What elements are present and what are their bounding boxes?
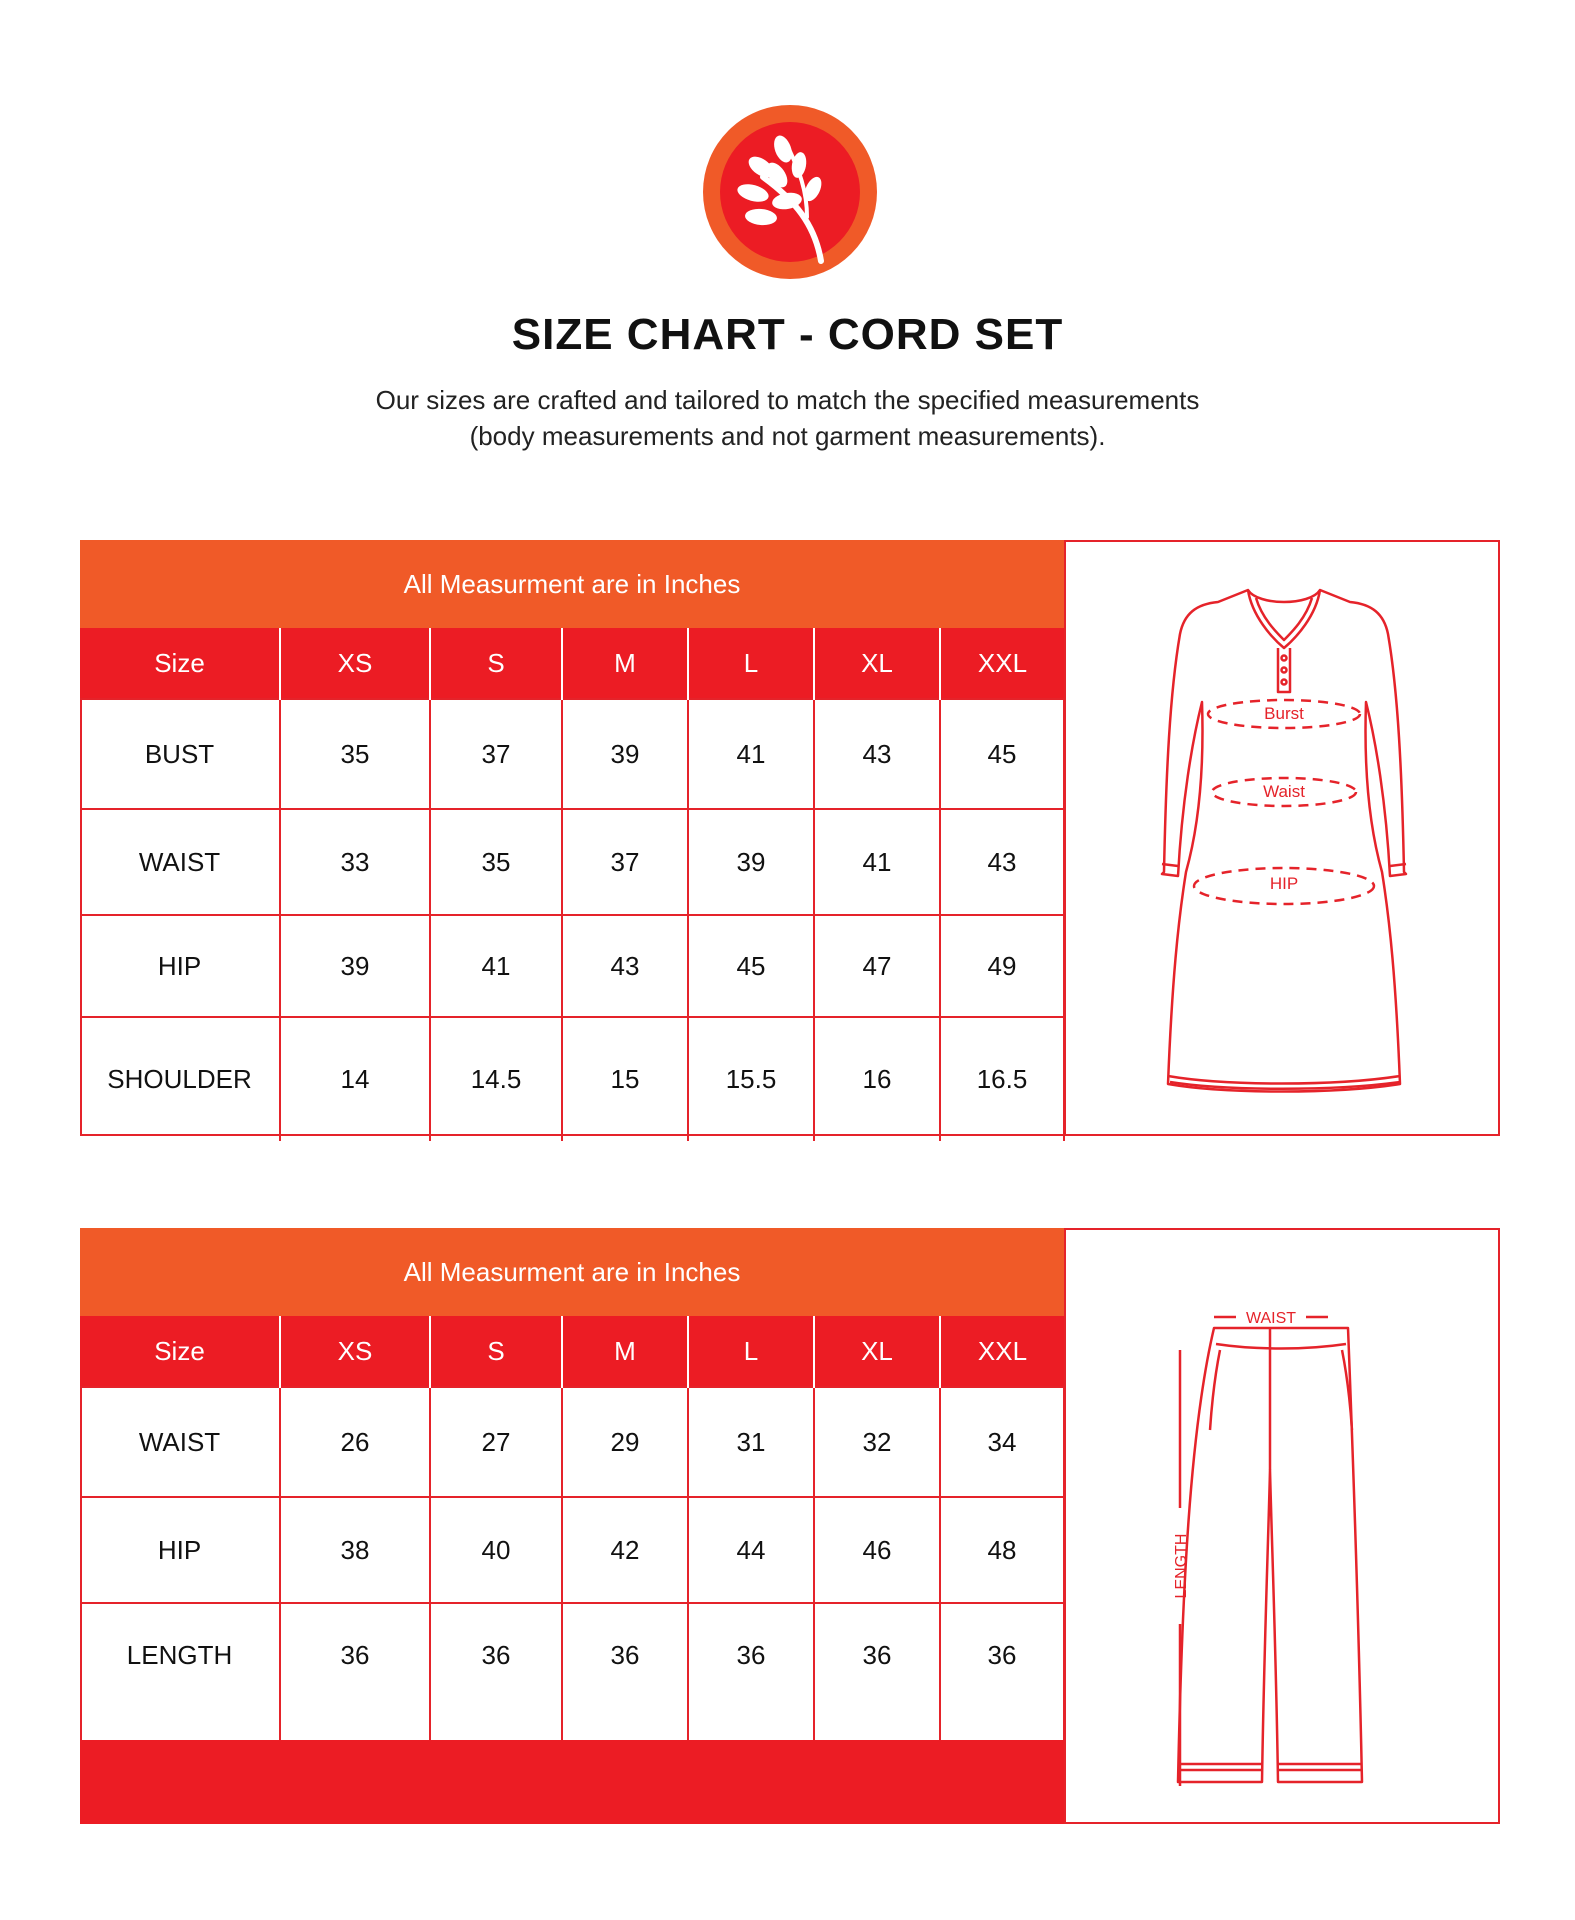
column-header: XS bbox=[280, 628, 430, 699]
table-row bbox=[80, 915, 1064, 1017]
cell-value: 38 bbox=[280, 1497, 430, 1603]
cell-value: 36 bbox=[562, 1603, 688, 1743]
cell-value: 44 bbox=[688, 1497, 814, 1603]
cell-value: 40 bbox=[430, 1497, 562, 1603]
table-row bbox=[80, 1497, 1064, 1603]
cell-value: 39 bbox=[688, 809, 814, 915]
cell-value: 43 bbox=[814, 699, 940, 809]
cell-value: 27 bbox=[430, 1387, 562, 1497]
cell-value: 32 bbox=[814, 1387, 940, 1497]
cell-value: 36 bbox=[280, 1603, 430, 1743]
column-header: L bbox=[688, 628, 814, 699]
table-row bbox=[80, 1017, 1064, 1141]
burst-label: Burst bbox=[1264, 704, 1304, 723]
kurta-illustration bbox=[1066, 542, 1500, 1134]
footer-band bbox=[80, 1740, 1064, 1824]
waist-label: Waist bbox=[1263, 782, 1305, 801]
column-header: S bbox=[430, 628, 562, 699]
cell-value: 36 bbox=[688, 1603, 814, 1743]
cell-value: 36 bbox=[940, 1603, 1064, 1743]
cell-value: 35 bbox=[280, 699, 430, 809]
cell-value: 49 bbox=[940, 915, 1064, 1017]
table-row bbox=[80, 699, 1064, 809]
table-header-row bbox=[80, 1316, 1064, 1387]
table-header-row bbox=[80, 628, 1064, 699]
units-banner: All Measurment are in Inches bbox=[80, 1228, 1064, 1316]
brand-logo-icon bbox=[703, 105, 877, 279]
cell-value: 45 bbox=[688, 915, 814, 1017]
cell-value: 41 bbox=[688, 699, 814, 809]
table-row bbox=[80, 1603, 1064, 1743]
table-row bbox=[80, 809, 1064, 915]
cell-value: 15 bbox=[562, 1017, 688, 1141]
column-header: Size bbox=[80, 628, 280, 699]
page-title: SIZE CHART - CORD SET bbox=[511, 310, 1064, 359]
cell-value: 41 bbox=[814, 809, 940, 915]
subtitle-line-1: Our sizes are crafted and tailored to match the specified measurements bbox=[375, 385, 1200, 415]
cell-value: 36 bbox=[430, 1603, 562, 1743]
cell-value: 31 bbox=[688, 1387, 814, 1497]
cell-value: 16.5 bbox=[940, 1017, 1064, 1141]
column-header: XS bbox=[280, 1316, 430, 1387]
cell-value: 43 bbox=[940, 809, 1064, 915]
column-header: XL bbox=[814, 628, 940, 699]
bottom-size-chart bbox=[80, 1228, 1500, 1824]
cell-value: 43 bbox=[562, 915, 688, 1017]
bottom-size-table bbox=[80, 1316, 1065, 1743]
cell-value: 34 bbox=[940, 1387, 1064, 1497]
page-subtitle bbox=[0, 382, 1575, 454]
column-header: XL bbox=[814, 1316, 940, 1387]
cell-value: 29 bbox=[562, 1387, 688, 1497]
table-row bbox=[80, 1387, 1064, 1497]
cell-value: 41 bbox=[430, 915, 562, 1017]
row-label: LENGTH bbox=[80, 1603, 280, 1743]
row-label: WAIST bbox=[80, 809, 280, 915]
top-size-table bbox=[80, 628, 1065, 1141]
row-label: BUST bbox=[80, 699, 280, 809]
cell-value: 14 bbox=[280, 1017, 430, 1141]
cell-value: 39 bbox=[562, 699, 688, 809]
cell-value: 36 bbox=[814, 1603, 940, 1743]
row-label: WAIST bbox=[80, 1387, 280, 1497]
cell-value: 45 bbox=[940, 699, 1064, 809]
waist-dimension-label: WAIST bbox=[1245, 1310, 1297, 1327]
column-header: L bbox=[688, 1316, 814, 1387]
column-header: S bbox=[430, 1316, 562, 1387]
column-header: XXL bbox=[940, 1316, 1064, 1387]
subtitle-line-2: (body measurements and not garment measurements). bbox=[469, 421, 1106, 451]
cell-value: 37 bbox=[430, 699, 562, 809]
cell-value: 46 bbox=[814, 1497, 940, 1603]
length-dimension-label: LENGTH bbox=[1173, 1533, 1190, 1599]
cell-value: 16 bbox=[814, 1017, 940, 1141]
top-size-chart bbox=[80, 540, 1500, 1136]
cell-value: 47 bbox=[814, 915, 940, 1017]
row-label: SHOULDER bbox=[80, 1017, 280, 1141]
units-banner: All Measurment are in Inches bbox=[80, 540, 1064, 628]
kurta-icon bbox=[1066, 542, 1500, 1134]
pants-icon bbox=[1066, 1230, 1500, 1822]
cell-value: 39 bbox=[280, 915, 430, 1017]
column-header: M bbox=[562, 628, 688, 699]
column-header: M bbox=[562, 1316, 688, 1387]
cell-value: 37 bbox=[562, 809, 688, 915]
bottom-table-area bbox=[82, 1230, 1064, 1822]
column-header: Size bbox=[80, 1316, 280, 1387]
cell-value: 26 bbox=[280, 1387, 430, 1497]
cell-value: 14.5 bbox=[430, 1017, 562, 1141]
hip-label: HIP bbox=[1269, 874, 1299, 893]
cell-value: 33 bbox=[280, 809, 430, 915]
row-label: HIP bbox=[80, 1497, 280, 1603]
top-table-area bbox=[82, 542, 1064, 1134]
cell-value: 48 bbox=[940, 1497, 1064, 1603]
cell-value: 42 bbox=[562, 1497, 688, 1603]
column-header: XXL bbox=[940, 628, 1064, 699]
pants-illustration bbox=[1066, 1230, 1500, 1822]
cell-value: 35 bbox=[430, 809, 562, 915]
cell-value: 15.5 bbox=[688, 1017, 814, 1141]
row-label: HIP bbox=[80, 915, 280, 1017]
